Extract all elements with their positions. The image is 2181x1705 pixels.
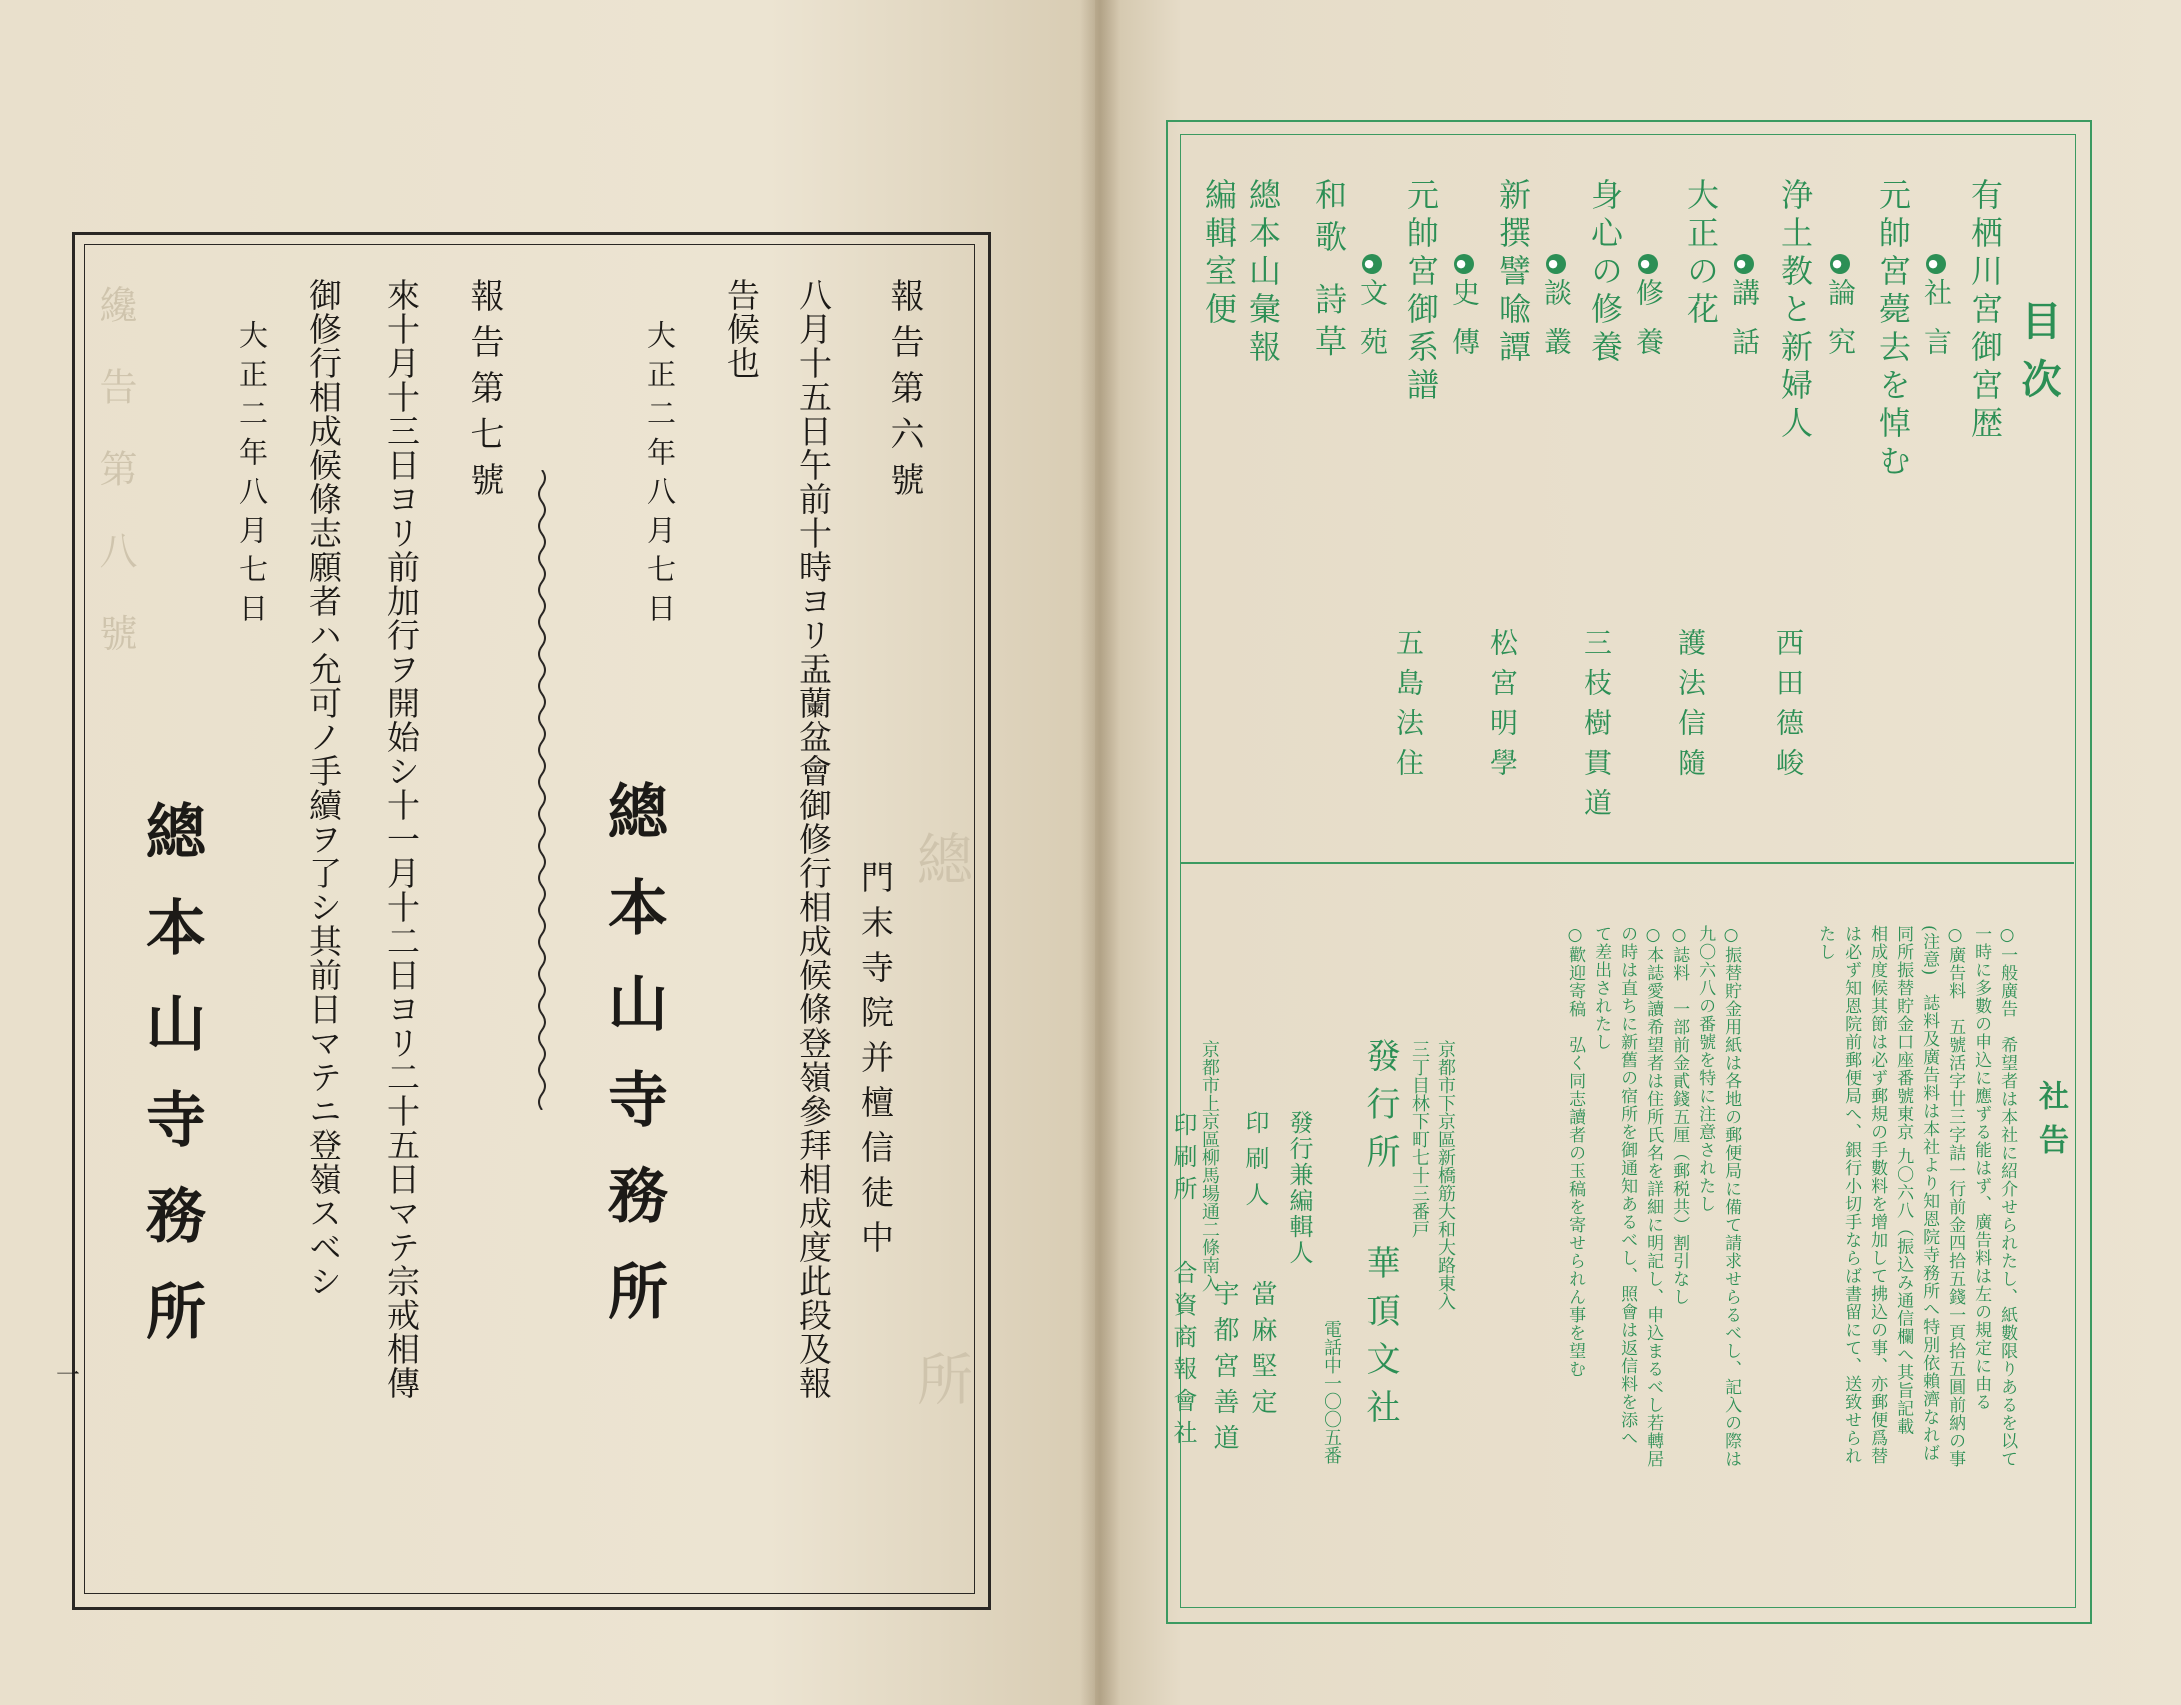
- toc-item-author: 護法信隨: [1674, 628, 1707, 788]
- toc-item-title: 身心の修養: [1586, 178, 1624, 368]
- bullet-icon: ●: [1638, 254, 1658, 274]
- toc-item-category: ●談 叢: [1536, 250, 1576, 361]
- bullet-icon: ●: [1830, 254, 1850, 274]
- toc-item-title: 有栖川宮御宮歴: [1966, 178, 2004, 444]
- notice-line: ○廣告料 五號活字廿三字詰一行前金四拾五錢一頁拾五圓前納の事: [1945, 925, 1966, 1468]
- printshop-address: 京都市上京區柳馬場通二條南入: [1199, 1040, 1220, 1292]
- notice-line: 一時に多數の申込に應ずる能はず、廣告料は左の規定に由る: [1971, 925, 1992, 1411]
- toc-item-title: 新撰譬喩譚: [1494, 178, 1532, 368]
- notice-line: (注意) 誌料及廣告料は本社より知恩院寺務所へ特別依賴濟なれば: [1919, 925, 1940, 1463]
- notice-heading: 社告: [2033, 1080, 2068, 1168]
- bullet-icon: ●: [1546, 254, 1566, 274]
- toc-item-category: ●講 話: [1724, 250, 1764, 361]
- ghost-text: 纔 告 第 八 號: [93, 285, 137, 668]
- publisher-name: 華頂文社: [1360, 1245, 1400, 1437]
- printer-name: 宇都宮善道: [1209, 1280, 1239, 1460]
- toc-item-title: 元帥宮御系譜: [1402, 178, 1440, 406]
- page-marker: 一: [56, 1361, 80, 1389]
- toc-item-title: 元帥宮薨去を悼む: [1874, 178, 1912, 482]
- toc-item-title: 浄土教と新婦人: [1776, 178, 1814, 444]
- editor-name: 當麻堅定: [1247, 1280, 1277, 1424]
- notice-line: 相成度候其節は必ず郵規の手數料を增加して拂込の事、亦郵便爲替: [1867, 925, 1888, 1465]
- toc-item-title: 總本山彙報: [1244, 178, 1282, 368]
- book-gutter: [1080, 0, 1120, 1705]
- notice-6-body-cont: 告候也: [722, 278, 761, 380]
- editor-role: 發行兼編輯人: [1285, 1110, 1313, 1266]
- notice-7-body: 來十月十三日ヨリ前加行ヲ開始シ十一月十二日ヨリ二十五日マテ宗戒相傳: [382, 278, 421, 1400]
- notice-line: 同所振替貯金口座番號東京 九〇六八（振込み通信欄へ其旨記載: [1893, 925, 1914, 1436]
- publisher-phone: 電話中一〇〇五番: [1321, 1320, 1342, 1464]
- wavy-divider: [534, 470, 550, 1110]
- notice-line: ○誌料 一部前金貳錢五厘（郵税共）割引なし: [1669, 925, 1690, 1306]
- notice-line: ○振替貯金用紙は各地の郵便局に備て請求せらるべし、記入の際は: [1721, 925, 1742, 1468]
- notice-line: の時は直ちに新舊の宿所を御通知あるべし、照會は返信料を添へ: [1617, 925, 1638, 1447]
- bullet-icon: ●: [1362, 254, 1382, 274]
- notice-line: て差出されたし: [1591, 925, 1612, 1051]
- printshop-role: 印刷所: [1169, 1112, 1197, 1208]
- toc-item-author: 松宮明學: [1486, 628, 1519, 788]
- toc-item-title: 編輯室便: [1200, 178, 1238, 330]
- toc-item-author: 西田德峻: [1772, 628, 1805, 788]
- publisher-address: 京都市下京區新橋筋大和大路東入: [1435, 1040, 1456, 1310]
- printer-role: 印刷人: [1241, 1110, 1269, 1218]
- bullet-icon: ●: [1734, 254, 1754, 274]
- toc-item-category: ●社 言: [1916, 250, 1956, 361]
- toc-item-category: ●文 苑: [1352, 250, 1392, 361]
- notice-line: たし: [1815, 925, 1836, 961]
- ghost-text: 總: [908, 830, 973, 886]
- notice-7-signer: 總本山寺務所: [136, 800, 206, 1376]
- notice-7-title: 報告第七號: [464, 278, 504, 508]
- publisher-label: 發行所: [1360, 1038, 1400, 1182]
- toc-item-category: ●修 養: [1628, 250, 1668, 361]
- notice-7-date: 大正二年八月七日: [235, 320, 269, 632]
- toc-item-title: 大正の花: [1682, 178, 1720, 330]
- notice-line: ○歡迎寄稿 弘く同志讀者の玉稿を寄せられん事を望む: [1565, 925, 1586, 1378]
- notice-6-date: 大正二年八月七日: [643, 320, 677, 632]
- notice-line: ○本誌愛讀希望者は住所氏名を詳細に明記し、申込まるべし若轉居: [1643, 925, 1664, 1468]
- notice-line: は必ず知恩院前郵便局へ、銀行小切手ならば書留にて、送致せられ: [1841, 925, 1862, 1465]
- toc-heading: 目次: [2015, 300, 2062, 416]
- notice-6-title: 報告第六號: [884, 278, 924, 508]
- notice-7-body-cont: 御修行相成候條志願者ハ允可ノ手續ヲ了シ其前日マテニ登嶺スベシ: [304, 278, 343, 1298]
- printshop-name: 合資商報會社: [1169, 1260, 1197, 1452]
- ghost-text: 所: [908, 1350, 973, 1406]
- notice-6-body: 八月十五日午前十時ヨリ盂蘭盆會御修行相成候條登嶺參拜相成度此段及報: [794, 278, 833, 1400]
- notice-frame-inner: [84, 244, 975, 1594]
- toc-item-category: ●論 究: [1820, 250, 1860, 361]
- toc-item-author: 三枝樹貫道: [1580, 628, 1613, 828]
- notice-6-addressee: 門末寺院并檀信徒中: [856, 860, 895, 1265]
- toc-item-title: 和歌 詩草: [1310, 178, 1348, 367]
- bullet-icon: ●: [1926, 254, 1946, 274]
- notice-line: 九〇六八の番號を特に注意されたし: [1695, 925, 1716, 1213]
- publisher-address-cont: 三丁目林下町七十三番戸: [1409, 1040, 1430, 1238]
- notice-6-signer: 總本山寺務所: [598, 780, 668, 1356]
- toc-divider: [1180, 862, 2074, 864]
- toc-item-category: ●史 傳: [1444, 250, 1484, 361]
- notice-line: ○一般廣告 希望者は本社に紹介せられたし、紙數限りあるを以て: [1997, 925, 2018, 1468]
- bullet-icon: ●: [1454, 254, 1474, 274]
- toc-item-author: 五島法住: [1392, 628, 1425, 788]
